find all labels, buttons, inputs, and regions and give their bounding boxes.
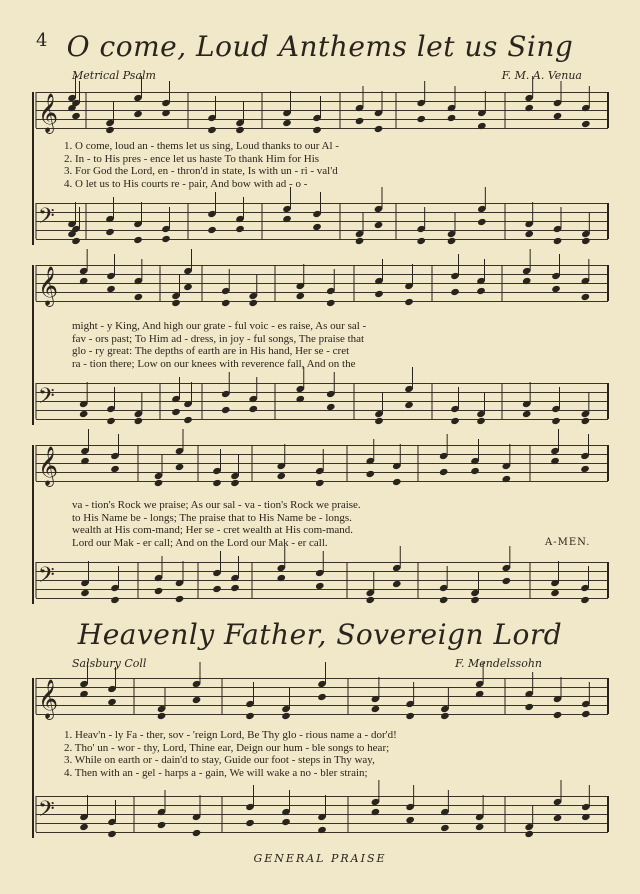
note-head — [281, 818, 291, 826]
bass-clef: 𝄢 — [38, 563, 55, 593]
note-head — [71, 112, 81, 120]
note-head — [475, 690, 485, 698]
note-head — [134, 293, 144, 301]
note-head — [157, 821, 167, 829]
note-head — [553, 814, 563, 822]
lyric-line: ra - tion there; Low on our knees with reverence fall, And on the — [72, 357, 356, 370]
note-head — [392, 478, 402, 486]
note-head — [235, 225, 245, 233]
note-head — [580, 596, 590, 604]
note-head — [212, 585, 222, 593]
note-head — [183, 416, 193, 424]
note-head — [282, 215, 292, 223]
note-head — [161, 109, 171, 117]
note-head — [580, 465, 590, 473]
note-head — [79, 410, 89, 418]
note-head — [447, 237, 457, 245]
lyric-line: 4. O let us to His courts re - pair, And bow with ad - o - — [64, 177, 308, 190]
note-head — [154, 479, 164, 487]
note-head — [107, 830, 117, 838]
note-head — [276, 574, 286, 582]
note-head — [207, 126, 217, 134]
note-head — [175, 595, 185, 603]
note-head — [374, 417, 384, 425]
note-head — [522, 410, 532, 418]
note-head — [221, 406, 231, 414]
page-footer: GENERAL PRAISE — [253, 852, 387, 865]
note-head — [551, 417, 561, 425]
note-head — [230, 479, 240, 487]
note-head — [365, 596, 375, 604]
note-head — [550, 589, 560, 597]
note-head — [248, 299, 258, 307]
note-head — [374, 221, 384, 229]
note-head — [71, 237, 81, 245]
note-head — [295, 395, 305, 403]
note-head — [374, 125, 384, 133]
lyric-line: 1. Heav'n - ly Fa - ther, sov - 'reign Lord, Be Thy glo - rious name a - dor'd! — [64, 729, 397, 741]
lyric-line: va - tion's Rock we praise; As our sal - va - tion's Rock we praise. — [72, 499, 361, 511]
lyric-line: 2. In - to His pres - ence let us haste To thank Him for His — [64, 152, 320, 165]
note-head — [281, 712, 291, 720]
lyric-line: 4. Then with an - gel - harps a - gain, We will wake a no - bler strain; — [64, 766, 368, 779]
hymn-source: Metrical Psalm — [72, 69, 156, 82]
note-head — [553, 711, 563, 719]
amen-label: A-MEN. — [545, 537, 591, 548]
lyric-line: fav - ors past; To Him ad - dress, in joy - ful songs, The praise that — [72, 332, 365, 345]
note-head — [171, 299, 181, 307]
note-head — [106, 417, 116, 425]
note-head — [107, 698, 117, 706]
note-head — [355, 117, 365, 125]
treble-clef: 𝄞 — [38, 679, 59, 719]
treble-clef: 𝄞 — [38, 93, 59, 133]
lyric-line: 3. While on earth or - dain'd to stay, Guide our foot - steps in Thy way, — [64, 754, 375, 766]
note-head — [524, 703, 534, 711]
note-head — [110, 596, 120, 604]
note-head — [317, 693, 327, 701]
note-head — [315, 479, 325, 487]
note-head — [161, 235, 171, 243]
note-head — [470, 467, 480, 475]
note-head — [133, 110, 143, 118]
note-head — [183, 283, 193, 291]
note-head — [477, 122, 487, 130]
hymn-composer: F. Mendelssohn — [455, 657, 542, 670]
note-head — [581, 237, 591, 245]
note-head — [581, 293, 591, 301]
note-head — [207, 226, 217, 234]
lyric-line: wealth at His com-mand; Her se - cret wealth at His com-mand. — [72, 524, 354, 536]
note-head — [245, 819, 255, 827]
note-head — [276, 472, 286, 480]
note-head — [440, 712, 450, 720]
note-head — [79, 690, 89, 698]
note-head — [440, 824, 450, 832]
note-head — [477, 218, 487, 226]
note-head — [312, 126, 322, 134]
treble-clef: 𝄞 — [38, 446, 59, 486]
treble-clef: 𝄞 — [38, 266, 59, 306]
note-head — [175, 463, 185, 471]
note-head — [502, 475, 512, 483]
note-head — [355, 237, 365, 245]
note-head — [80, 457, 90, 465]
note-head — [171, 408, 181, 416]
note-head — [392, 580, 402, 588]
note-head — [282, 119, 292, 127]
lyric-line: glo - ry great: The depths of earth are in His hand, Her se - cret — [72, 345, 350, 357]
note-head — [553, 237, 563, 245]
note-head — [365, 470, 375, 478]
note-head — [439, 596, 449, 604]
note-head — [326, 403, 336, 411]
note-head — [192, 696, 202, 704]
note-head — [450, 288, 460, 296]
note-head — [581, 120, 591, 128]
note-head — [581, 710, 591, 718]
page-number: 4 — [36, 30, 48, 51]
note-head — [524, 830, 534, 838]
note-head — [416, 237, 426, 245]
hymn-title: O come, Loud Anthems let us Sing — [66, 30, 574, 63]
note-head — [326, 299, 336, 307]
lyric-line: might - y King, And high our grate - ful voic - es raise, As our sal - — [72, 320, 367, 332]
note-head — [404, 401, 414, 409]
note-head — [550, 457, 560, 465]
note-head — [404, 298, 414, 306]
note-head — [524, 230, 534, 238]
note-head — [450, 417, 460, 425]
bass-clef: 𝄢 — [38, 797, 55, 827]
note-head — [79, 823, 89, 831]
note-head — [312, 223, 322, 231]
note-head — [416, 115, 426, 123]
note-head — [248, 405, 258, 413]
note-head — [371, 808, 381, 816]
note-head — [524, 104, 534, 112]
lyric-line: 3. For God the Lord, en - thron'd in state, Is with un - ri - val'd — [64, 165, 338, 177]
note-head — [105, 126, 115, 134]
note-head — [374, 290, 384, 298]
note-head — [476, 287, 486, 295]
note-head — [502, 577, 512, 585]
note-head — [157, 712, 167, 720]
note-head — [551, 285, 561, 293]
note-head — [154, 587, 164, 595]
note-head — [79, 277, 89, 285]
note-head — [522, 277, 532, 285]
note-head — [553, 112, 563, 120]
lyric-line: 2. Tho' un - wor - thy, Lord, Thine ear, Deign our hum - ble songs to hear; — [64, 741, 390, 754]
note-head — [581, 813, 591, 821]
note-head — [192, 829, 202, 837]
note-head — [439, 468, 449, 476]
note-head — [106, 285, 116, 293]
note-head — [134, 417, 144, 425]
bass-clef: 𝄢 — [38, 384, 55, 414]
note-head — [80, 589, 90, 597]
note-head — [317, 826, 327, 834]
note-head — [405, 816, 415, 824]
bass-clef: 𝄢 — [38, 204, 55, 234]
note-head — [315, 582, 325, 590]
note-head — [105, 228, 115, 236]
note-head — [475, 823, 485, 831]
note-head — [295, 292, 305, 300]
lyric-line: Lord our Mak - er call; And on the Lord our Mak - er call. — [72, 536, 328, 549]
lyric-line: 1. O come, loud an - thems let us sing, Loud thanks to our Al - — [64, 140, 339, 152]
note-head — [212, 479, 222, 487]
lyric-line: to His Name be - longs; The praise that to His Name be - longs. — [72, 511, 352, 524]
hymn-title: Heavenly Father, Sovereign Lord — [77, 618, 563, 651]
note-head — [447, 114, 457, 122]
hymn-source: Salsbury Coll — [72, 657, 147, 670]
note-head — [470, 596, 480, 604]
note-head — [245, 712, 255, 720]
note-head — [405, 712, 415, 720]
hymn-composer: F. M. A. Venua — [501, 69, 582, 82]
note-head — [235, 126, 245, 134]
note-head — [221, 299, 231, 307]
note-head — [110, 465, 120, 473]
note-head — [371, 705, 381, 713]
note-head — [581, 417, 591, 425]
note-head — [230, 584, 240, 592]
note-head — [476, 417, 486, 425]
note-head — [133, 236, 143, 244]
